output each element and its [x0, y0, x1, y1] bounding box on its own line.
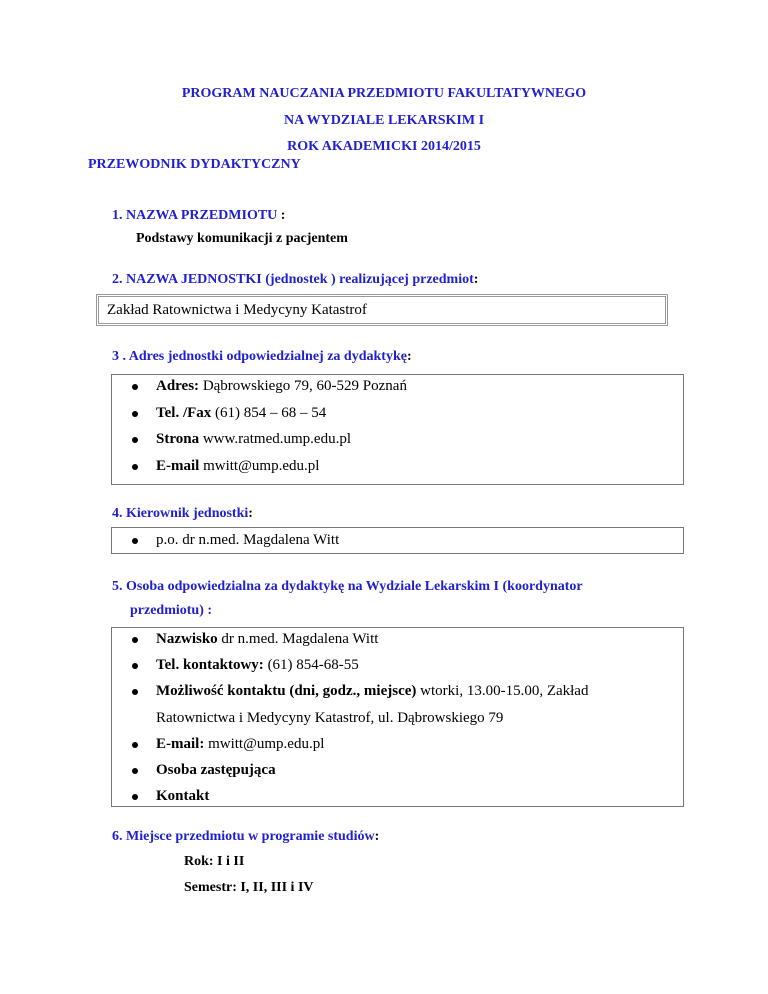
- guide-title: PRZEWODNIK DYDAKTYCZNY: [88, 157, 301, 172]
- bullet-icon: [132, 768, 138, 774]
- section-6-heading-text: 6. Miejsce przedmiotu w programie studiów: [112, 829, 375, 844]
- section-3-heading: [112, 349, 412, 365]
- phone-item: [156, 405, 326, 422]
- coordinator-email-item: [156, 736, 324, 753]
- coordinator-email-value: mwitt@ump.edu.pl: [204, 736, 325, 752]
- address-item: [156, 378, 407, 395]
- address-value: Dąbrowskiego 79, 60-529 Poznań: [199, 378, 407, 394]
- bullet-icon: [132, 794, 138, 800]
- study-year: Rok: I i II: [184, 854, 245, 869]
- section-6-colon: :: [374, 829, 380, 844]
- doc-title-line3: ROK AKADEMICKI 2014/2015: [287, 139, 481, 154]
- section-2-heading: [112, 272, 478, 288]
- website-item: [156, 431, 351, 448]
- section-1-heading: [112, 208, 285, 224]
- coordinator-name-value: dr n.med. Magdalena Witt: [217, 631, 379, 647]
- contact-hours-continuation: Ratownictwa i Medycyny Katastrof, ul. Dąbrowskiego 79: [156, 710, 504, 726]
- deputy-item: [156, 762, 276, 779]
- section-3-heading-text: 3 . Adres jednostki odpowiedzialnej za dydaktykę: [112, 349, 407, 364]
- bullet-icon: [132, 742, 138, 748]
- coordinator-name-item: [156, 631, 378, 648]
- section-4-heading-text: 4. Kierownik jednostki: [112, 506, 249, 521]
- address-label: Adres:: [156, 378, 200, 394]
- phone-value: (61) 854 – 68 – 54: [211, 405, 327, 421]
- bullet-icon: [132, 384, 138, 390]
- section-5-heading-line1: 5. Osoba odpowiedzialna za dydaktykę na Wydziale Lekarskim I (koordynator: [112, 579, 583, 594]
- section-4-colon: :: [248, 506, 253, 521]
- website-label: Strona: [156, 431, 200, 447]
- coordinator-name-label: Nazwisko: [156, 631, 218, 647]
- bullet-icon: [132, 411, 138, 417]
- bullet-icon: [132, 437, 138, 443]
- bullet-icon: [132, 663, 138, 669]
- contact-hours-item: [156, 683, 588, 700]
- email-label: E-mail: [156, 458, 200, 474]
- bullet-icon: [132, 538, 138, 544]
- coordinator-email-label: E-mail:: [156, 736, 205, 752]
- section-4-heading: [112, 506, 253, 522]
- bullet-icon: [132, 637, 138, 643]
- contact-hours-value: wtorki, 13.00-15.00, Zakład: [416, 683, 589, 699]
- bullet-icon: [132, 464, 138, 470]
- study-semester: Semestr: I, II, III i IV: [184, 880, 314, 895]
- section-3-colon: :: [406, 349, 412, 364]
- section-2-heading-text: 2. NAZWA JEDNOSTKI (jednostek ) realizującej przedmiot: [112, 272, 474, 287]
- doc-title-line2: NA WYDZIALE LEKARSKIM I: [283, 113, 485, 128]
- doc-title-line1: PROGRAM NAUCZANIA PRZEDMIOTU FAKULTATYWNEGO: [181, 86, 587, 101]
- coordinator-phone-item: [156, 657, 359, 674]
- contact-item: [156, 788, 209, 805]
- head-value: p.o. dr n.med. Magdalena Witt: [156, 532, 340, 548]
- contact-hours-label: Możliwość kontaktu (dni, godz., miejsce): [156, 683, 417, 699]
- phone-label: Tel. /Fax: [156, 405, 212, 421]
- section-5-heading-line2: przedmiotu) :: [130, 603, 213, 618]
- bullet-icon: [132, 689, 138, 695]
- section-6-heading: [112, 829, 379, 845]
- head-item: [156, 532, 339, 549]
- coordinator-phone-label: Tel. kontaktowy:: [156, 657, 264, 673]
- coordinator-phone-value: (61) 854-68-55: [263, 657, 359, 673]
- section-1-colon: :: [277, 208, 286, 223]
- website-value: www.ratmed.ump.edu.pl: [199, 431, 351, 447]
- section-1-heading-text: 1. NAZWA PRZEDMIOTU: [112, 208, 278, 223]
- unit-box: [96, 294, 668, 326]
- contact-label: Kontakt: [156, 788, 210, 804]
- course-name: Podstawy komunikacji z pacjentem: [136, 231, 348, 246]
- section-2-colon: :: [473, 272, 479, 287]
- email-value: mwitt@ump.edu.pl: [199, 458, 320, 474]
- email-item: [156, 458, 319, 475]
- deputy-label: Osoba zastępująca: [156, 762, 276, 778]
- unit-name: Zakład Ratownictwa i Medycyny Katastrof: [107, 302, 367, 318]
